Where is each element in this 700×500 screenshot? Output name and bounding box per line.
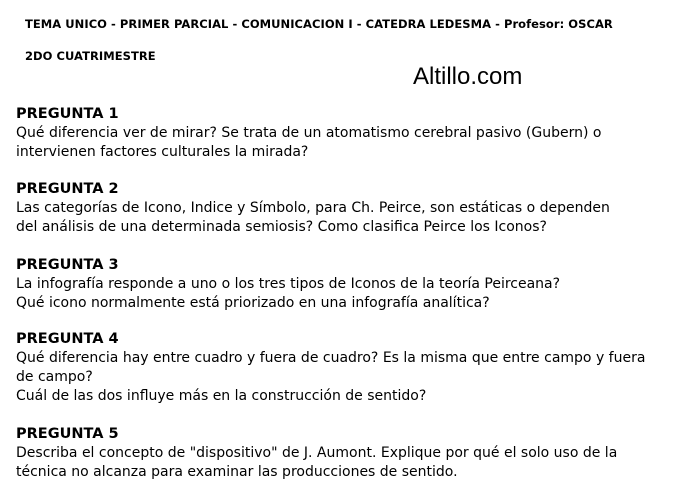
question-text-line: del análisis de una determinada semiosis? Como clasifica Peirce los Iconos? xyxy=(16,219,547,235)
question-text-line: Qué diferencia ver de mirar? Se trata de un atomatismo cerebral pasivo (Gubern) o xyxy=(16,125,602,141)
question-title: PREGUNTA 1 xyxy=(16,106,119,122)
question-text-line: Cuál de las dos influye más en la construcción de sentido? xyxy=(16,388,427,404)
question-text-line: intervienen factores culturales la mirada? xyxy=(16,144,309,160)
question-block xyxy=(16,330,700,406)
question-text-line: Las categorías de Icono, Indice y Símbolo, para Ch. Peirce, son estáticas o dependen xyxy=(16,200,610,216)
question-text-line: Describa el concepto de "dispositivo" de J. Aumont. Explique por qué el solo uso de la xyxy=(16,445,618,461)
question-block xyxy=(16,105,700,162)
question-title: PREGUNTA 2 xyxy=(16,181,119,197)
exam-header-line: TEMA UNICO - PRIMER PARCIAL - COMUNICACION I - CATEDRA LEDESMA - Profesor: OSCAR xyxy=(25,17,613,31)
watermark-logo: Altillo.com xyxy=(413,63,523,90)
question-text-line: técnica no alcanza para examinar las producciones de sentido. xyxy=(16,464,458,480)
question-title: PREGUNTA 3 xyxy=(16,257,119,273)
question-text-line: Qué diferencia hay entre cuadro y fuera de cuadro? Es la misma que entre campo y fuera xyxy=(16,350,646,366)
question-block xyxy=(16,425,700,482)
exam-term-line: 2DO CUATRIMESTRE xyxy=(25,49,156,63)
question-text-line: La infografía responde a uno o los tres tipos de Iconos de la teoría Peirceana? xyxy=(16,276,561,292)
question-block xyxy=(16,256,700,313)
question-text-line: Qué icono normalmente está priorizado en una infografía analítica? xyxy=(16,295,490,311)
question-block xyxy=(16,180,700,237)
question-text-line: de campo? xyxy=(16,369,93,385)
question-title: PREGUNTA 5 xyxy=(16,426,119,442)
question-title: PREGUNTA 4 xyxy=(16,331,119,347)
